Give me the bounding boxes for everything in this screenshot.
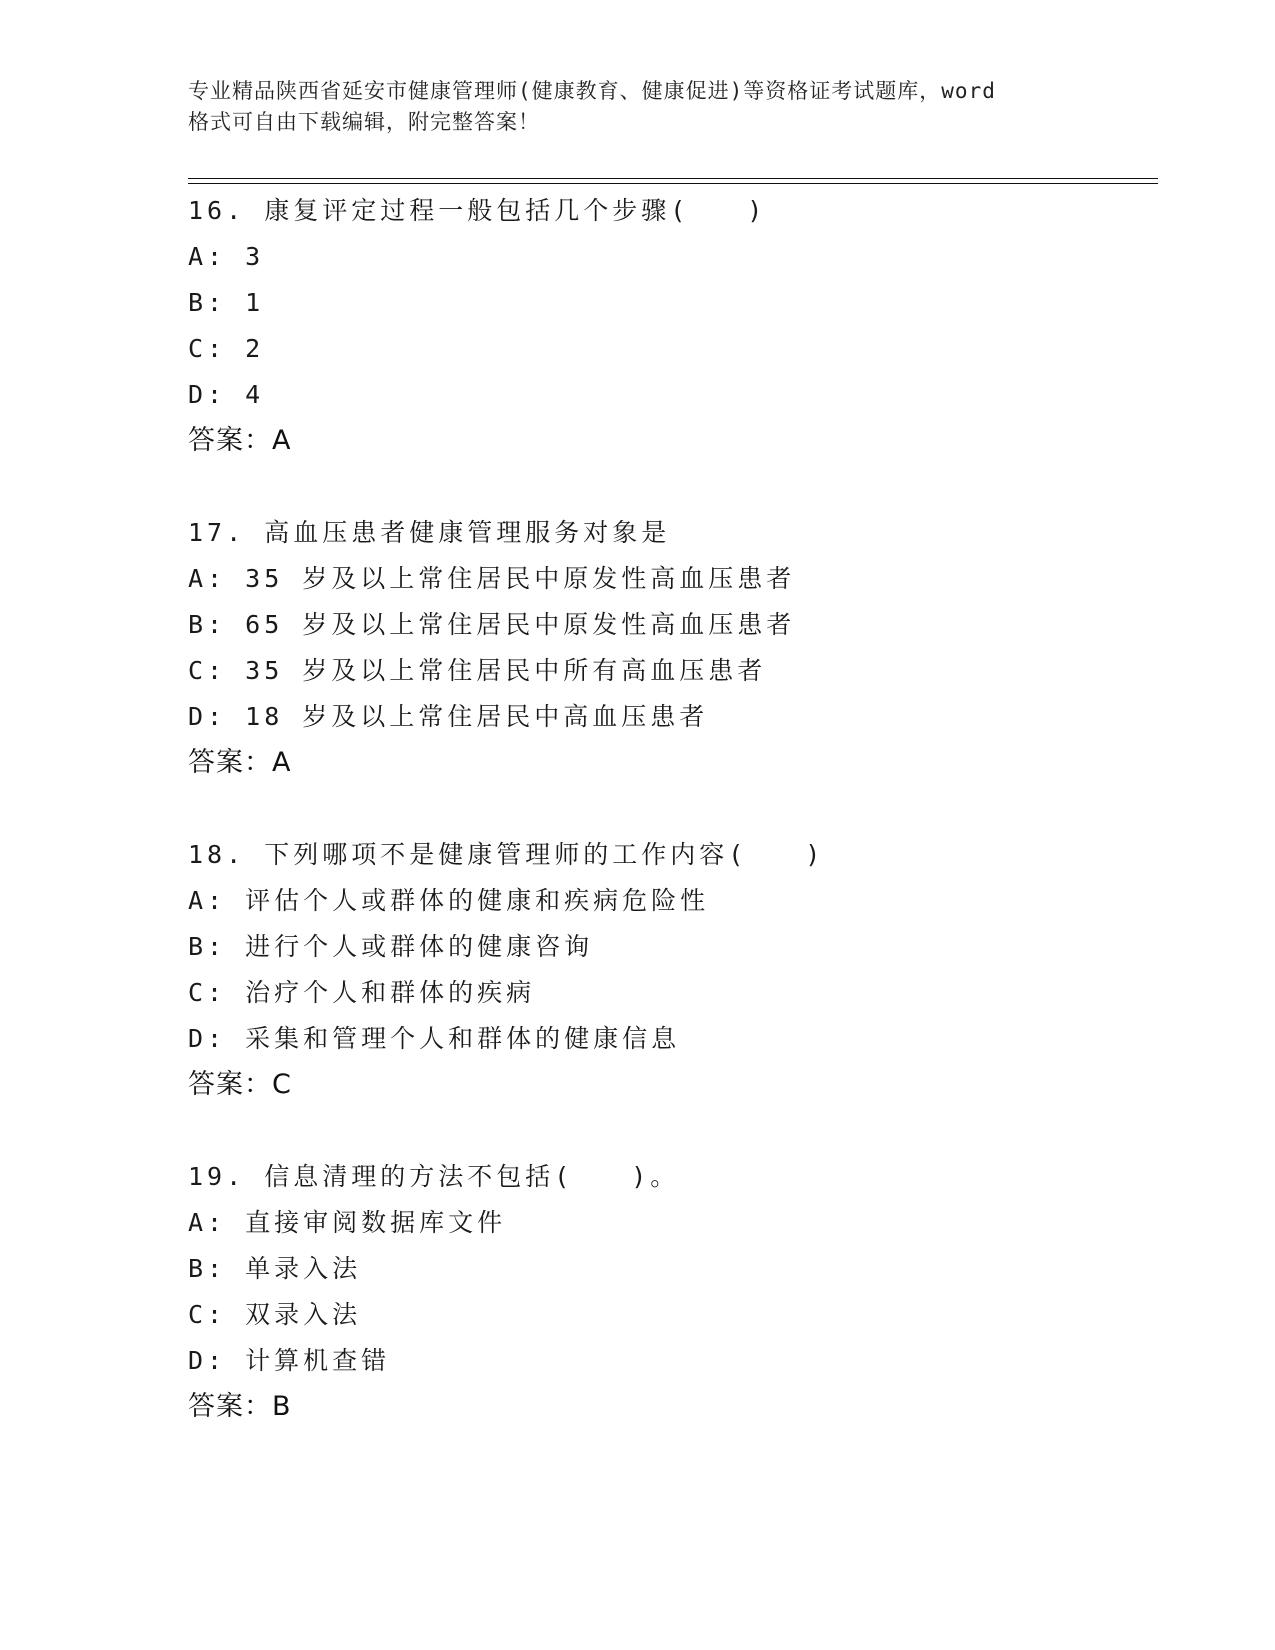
option-d: D: 18 岁及以上常住居民中高血压患者 xyxy=(188,702,709,731)
question-17 xyxy=(188,510,1148,832)
question-stem: 17. 高血压患者健康管理服务对象是 xyxy=(188,518,671,547)
header-divider-top xyxy=(188,178,1158,179)
question-list xyxy=(188,188,1148,1430)
option-a: A: 3 xyxy=(188,242,265,271)
document-header xyxy=(188,76,1088,138)
option-d: D: 计算机查错 xyxy=(188,1346,391,1375)
question-16 xyxy=(188,188,1148,510)
question-18 xyxy=(188,832,1148,1154)
header-line-2: 格式可自由下载编辑，附完整答案！ xyxy=(188,110,540,134)
question-stem: 16. 康复评定过程一般包括几个步骤( ) xyxy=(188,196,767,225)
spacer xyxy=(188,464,1148,510)
header-divider-bottom xyxy=(188,183,1158,184)
option-c: C: 35 岁及以上常住居民中所有高血压患者 xyxy=(188,656,767,685)
option-b: B: 单录入法 xyxy=(188,1254,362,1283)
option-d: D: 4 xyxy=(188,380,265,409)
answer-label: 答案：B xyxy=(188,1391,292,1422)
answer-label: 答案：C xyxy=(188,1069,292,1100)
answer-label: 答案：A xyxy=(188,747,292,778)
question-stem: 18. 下列哪项不是健康管理师的工作内容( ) xyxy=(188,840,825,869)
option-c: C: 2 xyxy=(188,334,265,363)
option-d: D: 采集和管理个人和群体的健康信息 xyxy=(188,1024,681,1053)
option-b: B: 65 岁及以上常住居民中原发性高血压患者 xyxy=(188,610,796,639)
option-b: B: 1 xyxy=(188,288,265,317)
spacer xyxy=(188,786,1148,832)
option-a: A: 35 岁及以上常住居民中原发性高血压患者 xyxy=(188,564,796,593)
option-c: C: 双录入法 xyxy=(188,1300,362,1329)
question-19 xyxy=(188,1154,1148,1430)
option-c: C: 治疗个人和群体的疾病 xyxy=(188,978,536,1007)
spacer xyxy=(188,1108,1148,1154)
header-line-1: 专业精品陕西省延安市健康管理师(健康教育、健康促进)等资格证考试题库，word xyxy=(188,79,996,103)
option-a: A: 评估个人或群体的健康和疾病危险性 xyxy=(188,886,710,915)
option-a: A: 直接审阅数据库文件 xyxy=(188,1208,507,1237)
answer-label: 答案：A xyxy=(188,425,292,456)
question-stem: 19. 信息清理的方法不包括( )。 xyxy=(188,1162,680,1191)
option-b: B: 进行个人或群体的健康咨询 xyxy=(188,932,594,961)
